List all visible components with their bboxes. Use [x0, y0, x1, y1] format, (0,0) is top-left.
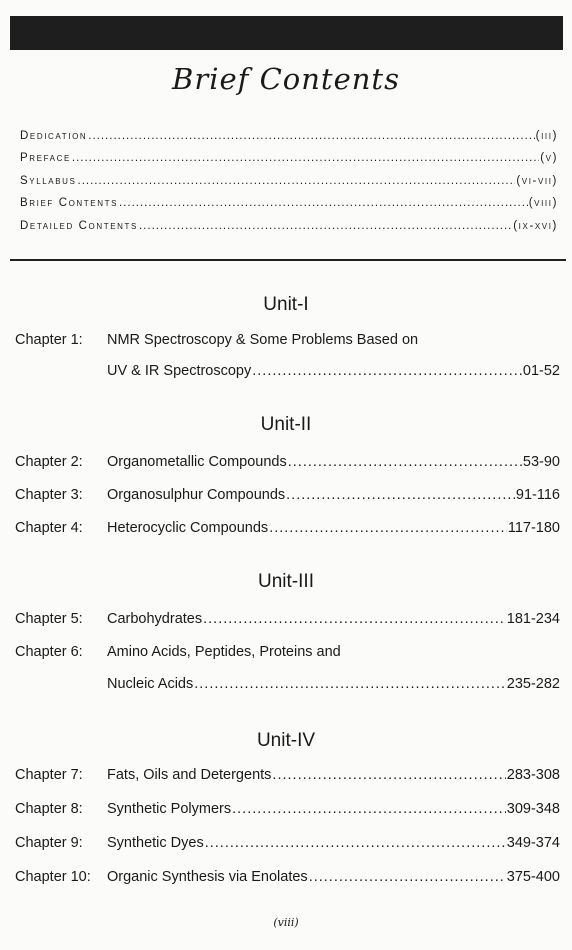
toc-label: Dedication	[20, 130, 88, 142]
chapter-row	[15, 520, 560, 542]
header-bar	[10, 16, 563, 50]
chapter-title: Carbohydrates	[107, 611, 203, 627]
chapter-pages: 375-400	[506, 869, 560, 885]
toc-page: (viii)	[528, 197, 558, 209]
chapter-row	[15, 767, 560, 789]
chapter-title: Organic Synthesis via Enolates	[107, 869, 308, 885]
chapter-row	[15, 454, 560, 476]
toc-front-dedication	[20, 130, 558, 152]
chapter-label: Chapter 7:	[15, 767, 83, 783]
chapter-row	[15, 869, 560, 891]
chapter-pages: 01-52	[522, 363, 560, 379]
chapter-title-cont: Nucleic Acids	[107, 676, 194, 692]
leader-dots	[286, 487, 515, 503]
chapter-row	[15, 611, 560, 633]
leader-dots	[272, 767, 505, 783]
leader-dots	[252, 363, 522, 379]
chapter-label: Chapter 5:	[15, 611, 83, 627]
unit-heading: Unit-IV	[256, 730, 316, 751]
toc-front-syllabus	[20, 175, 558, 197]
chapter-title: Fats, Oils and Detergents	[107, 767, 272, 783]
chapter-label: Chapter 6:	[15, 644, 83, 660]
leader-dots	[78, 175, 516, 187]
leader-dots	[88, 130, 534, 142]
chapter-row	[15, 644, 560, 666]
chapter-title: NMR Spectroscopy & Some Problems Based on	[107, 332, 419, 348]
chapter-label: Chapter 10:	[15, 869, 91, 885]
chapter-pages: 91-116	[515, 487, 560, 503]
chapter-title: Organometallic Compounds	[107, 454, 287, 470]
toc-label: Preface	[20, 152, 71, 164]
chapter-pages: 349-374	[506, 835, 560, 851]
leader-dots	[288, 454, 522, 470]
divider-rule	[10, 259, 566, 261]
chapter-title: Synthetic Polymers	[107, 801, 232, 817]
chapter-row	[15, 835, 560, 857]
chapter-label: Chapter 3:	[15, 487, 83, 503]
chapter-title: Organosulphur Compounds	[107, 487, 286, 503]
toc-front-preface	[20, 152, 558, 174]
toc-label: Brief Contents	[20, 197, 119, 209]
chapter-pages: 53-90	[522, 454, 560, 470]
toc-page: (vi-vii)	[516, 175, 558, 187]
chapter-label: Chapter 9:	[15, 835, 83, 851]
toc-label: Detailed Contents	[20, 220, 138, 232]
leader-dots	[205, 835, 506, 851]
chapter-pages: 283-308	[506, 767, 560, 783]
chapter-title: Heterocyclic Compounds	[107, 520, 269, 536]
toc-page: (iii)	[535, 130, 558, 142]
page-number-footer: (viii)	[273, 916, 299, 929]
toc-page: (v)	[540, 152, 558, 164]
leader-dots	[139, 220, 512, 232]
chapter-label: Chapter 1:	[15, 332, 83, 348]
chapter-row	[15, 801, 560, 823]
leader-dots	[309, 869, 506, 885]
chapter-title-cont: UV & IR Spectroscopy	[107, 363, 252, 379]
page-title: Brief Contents	[172, 62, 400, 96]
toc-label: Syllabus	[20, 175, 77, 187]
chapter-label: Chapter 4:	[15, 520, 83, 536]
chapter-pages: 235-282	[506, 676, 560, 692]
leader-dots	[119, 197, 528, 209]
unit-heading: Unit-I	[263, 294, 309, 315]
leader-dots	[72, 152, 539, 164]
chapter-label: Chapter 2:	[15, 454, 83, 470]
chapter-row	[15, 332, 560, 354]
toc-page: (ix-xvi)	[513, 220, 558, 232]
leader-dots	[203, 611, 506, 627]
chapter-label: Chapter 8:	[15, 801, 83, 817]
chapter-pages: 181-234	[506, 611, 560, 627]
chapter-row	[15, 487, 560, 509]
unit-heading: Unit-II	[260, 414, 312, 435]
chapter-pages: 309-348	[506, 801, 560, 817]
chapter-row-continued	[107, 363, 560, 385]
chapter-pages: 117-180	[507, 520, 560, 536]
leader-dots	[232, 801, 506, 817]
toc-front-detailed-contents	[20, 220, 558, 242]
chapter-title: Synthetic Dyes	[107, 835, 204, 851]
toc-front-brief-contents	[20, 197, 558, 219]
leader-dots	[194, 676, 506, 692]
unit-heading: Unit-III	[258, 571, 314, 592]
leader-dots	[269, 520, 507, 536]
chapter-title: Amino Acids, Peptides, Proteins and	[107, 644, 341, 660]
chapter-row-continued	[107, 676, 560, 698]
